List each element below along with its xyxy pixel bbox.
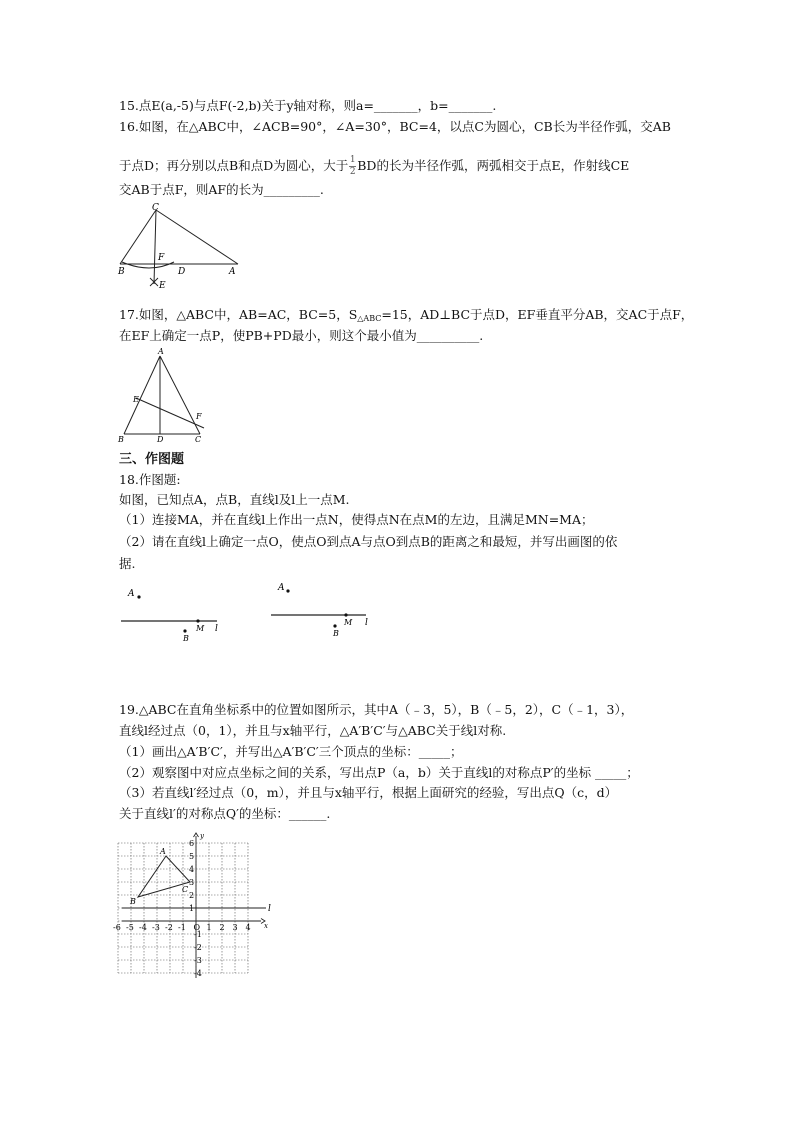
question-15: 15.点E(a,-5)与点F(-2,b)关于y轴对称，则a=_______，b=_______. [119,98,497,113]
frac-denominator: 2 [349,167,356,177]
x-tick-label: O [193,923,201,932]
line-ef [136,398,204,428]
label-line-l: l [268,904,271,914]
y-tick-label: -4 [194,969,202,978]
point-m [344,613,347,616]
y-tick-label: 6 [189,839,195,848]
point-b [183,629,186,632]
question-18-line-4: 据. [119,556,136,571]
x-tick-label: -4 [139,923,147,932]
question-17-line-2: 在EF上确定一点P，使PB+PD最小，则这个最小值为__________. [119,328,484,343]
label-f: F [196,412,202,421]
label-b: B [333,629,339,638]
x-axis-label: x [264,922,268,930]
fraction-one-half [349,156,356,177]
question-19-line-5: （3）若直线l′经过点（0，m），并且与x轴平行，根据上面研究的经验，写出点Q（c，d） [119,785,618,800]
label-d: D [157,435,164,444]
question-18-line-1: 如图，已知点A，点B，直线l及l上一点M. [119,492,350,507]
label-e: E [133,395,139,404]
q16-triangle-figure [116,202,244,290]
y-tick-label: 4 [189,865,195,874]
q16-line2-pre: 于点D；再分别以点B和点D为圆心，大于 [119,158,349,173]
q17-line1-pre: 17.如图，△ABC中，AB=AC，BC=5，S [119,307,358,322]
section-3-heading: 三、作图题 [119,452,185,467]
q17-line1-post: =15，AD⊥BC于点D，EF垂直平分AB，交AC于点F， [381,307,694,322]
label-m: M [344,618,353,627]
label-c: C [182,885,189,894]
question-19-line-1: 19.△ABC在直角坐标系中的位置如图所示，其中A（﹣3，5），B（﹣5，2），C（﹣1，3）， [119,702,634,717]
label-b: B [130,897,136,906]
question-17-line-1 [119,307,693,327]
question-16-line-3: 交AB于点F，则AF的长为_________. [119,182,324,197]
label-m: M [196,624,205,633]
y-tick-label: 1 [189,904,195,913]
q18-figure-right [268,580,378,638]
label-a: A [278,583,285,593]
x-tick-label: -1 [178,923,186,932]
label-a: A [160,847,166,856]
question-19-line-3: （1）画出△A′B′C′，并写出△A′B′C′三个顶点的坐标：_____； [119,744,463,759]
q19-coordinate-grid [113,830,276,980]
label-a: A [229,267,236,277]
y-tick-label: -3 [194,956,202,965]
question-16-line-1: 16.如图，在△ABC中，∠ACB=90°，∠A=30°，BC=4，以点C为圆心，CB长为半径作弧，交AB [119,119,671,134]
label-d: D [178,267,186,277]
x-tick-label: 4 [245,923,251,932]
y-tick-label: -2 [194,943,202,952]
label-l: l [365,618,368,628]
x-tick-label: -5 [126,923,134,932]
question-18-title: 18.作图题: [119,472,181,487]
question-19-line-6: 关于直线l′的对称点Q′的坐标：______. [119,806,331,821]
segment-ac [160,356,200,434]
y-axis-label: y [200,832,204,840]
label-f: F [158,253,165,263]
frac-numerator: 1 [349,155,356,165]
q17-triangle-figure [114,346,210,444]
y-tick-label: -1 [194,930,202,939]
point-a [137,595,140,598]
label-b: B [183,634,189,643]
segment-ca [156,210,238,264]
y-tick-label: 2 [189,891,195,900]
point-b [333,624,336,627]
x-tick-label: -3 [152,923,160,932]
x-tick-label: -2 [165,923,173,932]
label-c: C [152,203,159,213]
q16-line2-post: BD的长为半径作弧，两弧相交于点E，作射线CE [357,158,630,173]
question-18-line-3: （2）请在直线l上确定一点O，使点O到点A与点O到点B的距离之和最短，并写出画图的依 [119,534,618,549]
q17-area-subscript: △ABC [357,314,382,323]
x-tick-label: 3 [232,923,238,932]
label-c: C [195,435,202,444]
x-tick-label: 2 [219,923,225,932]
question-16-line-2 [119,156,629,177]
segment-ab [124,356,160,434]
point-m [196,619,199,622]
label-l: l [215,624,218,634]
arc-bd [122,262,174,268]
question-19-line-2: 直线l经过点（0，1），并且与x轴平行，△A′B′C′与△ABC关于线l对称. [119,723,507,738]
x-tick-label: -6 [113,923,121,932]
label-b: B [118,435,124,444]
x-tick-label: 1 [206,923,212,932]
label-a: A [158,347,164,356]
question-18-line-2: （1）连接MA，并在直线l上作出一点N，使得点N在点M的左边，且满足MN=MA； [119,512,594,527]
y-tick-label: 3 [189,878,195,887]
point-a [286,589,289,592]
grid-ticks [113,839,251,978]
label-e: E [159,281,166,291]
question-19-line-4: （2）观察图中对应点坐标之间的关系，写出点P（a，b）关于直线l的对称点P′的坐标 _____； [119,765,639,780]
y-tick-label: 5 [189,852,195,861]
label-b: B [118,267,125,277]
ray-ce [154,210,156,284]
segment-cb [120,210,156,264]
q18-figure-left [118,584,228,642]
label-a: A [128,589,135,599]
